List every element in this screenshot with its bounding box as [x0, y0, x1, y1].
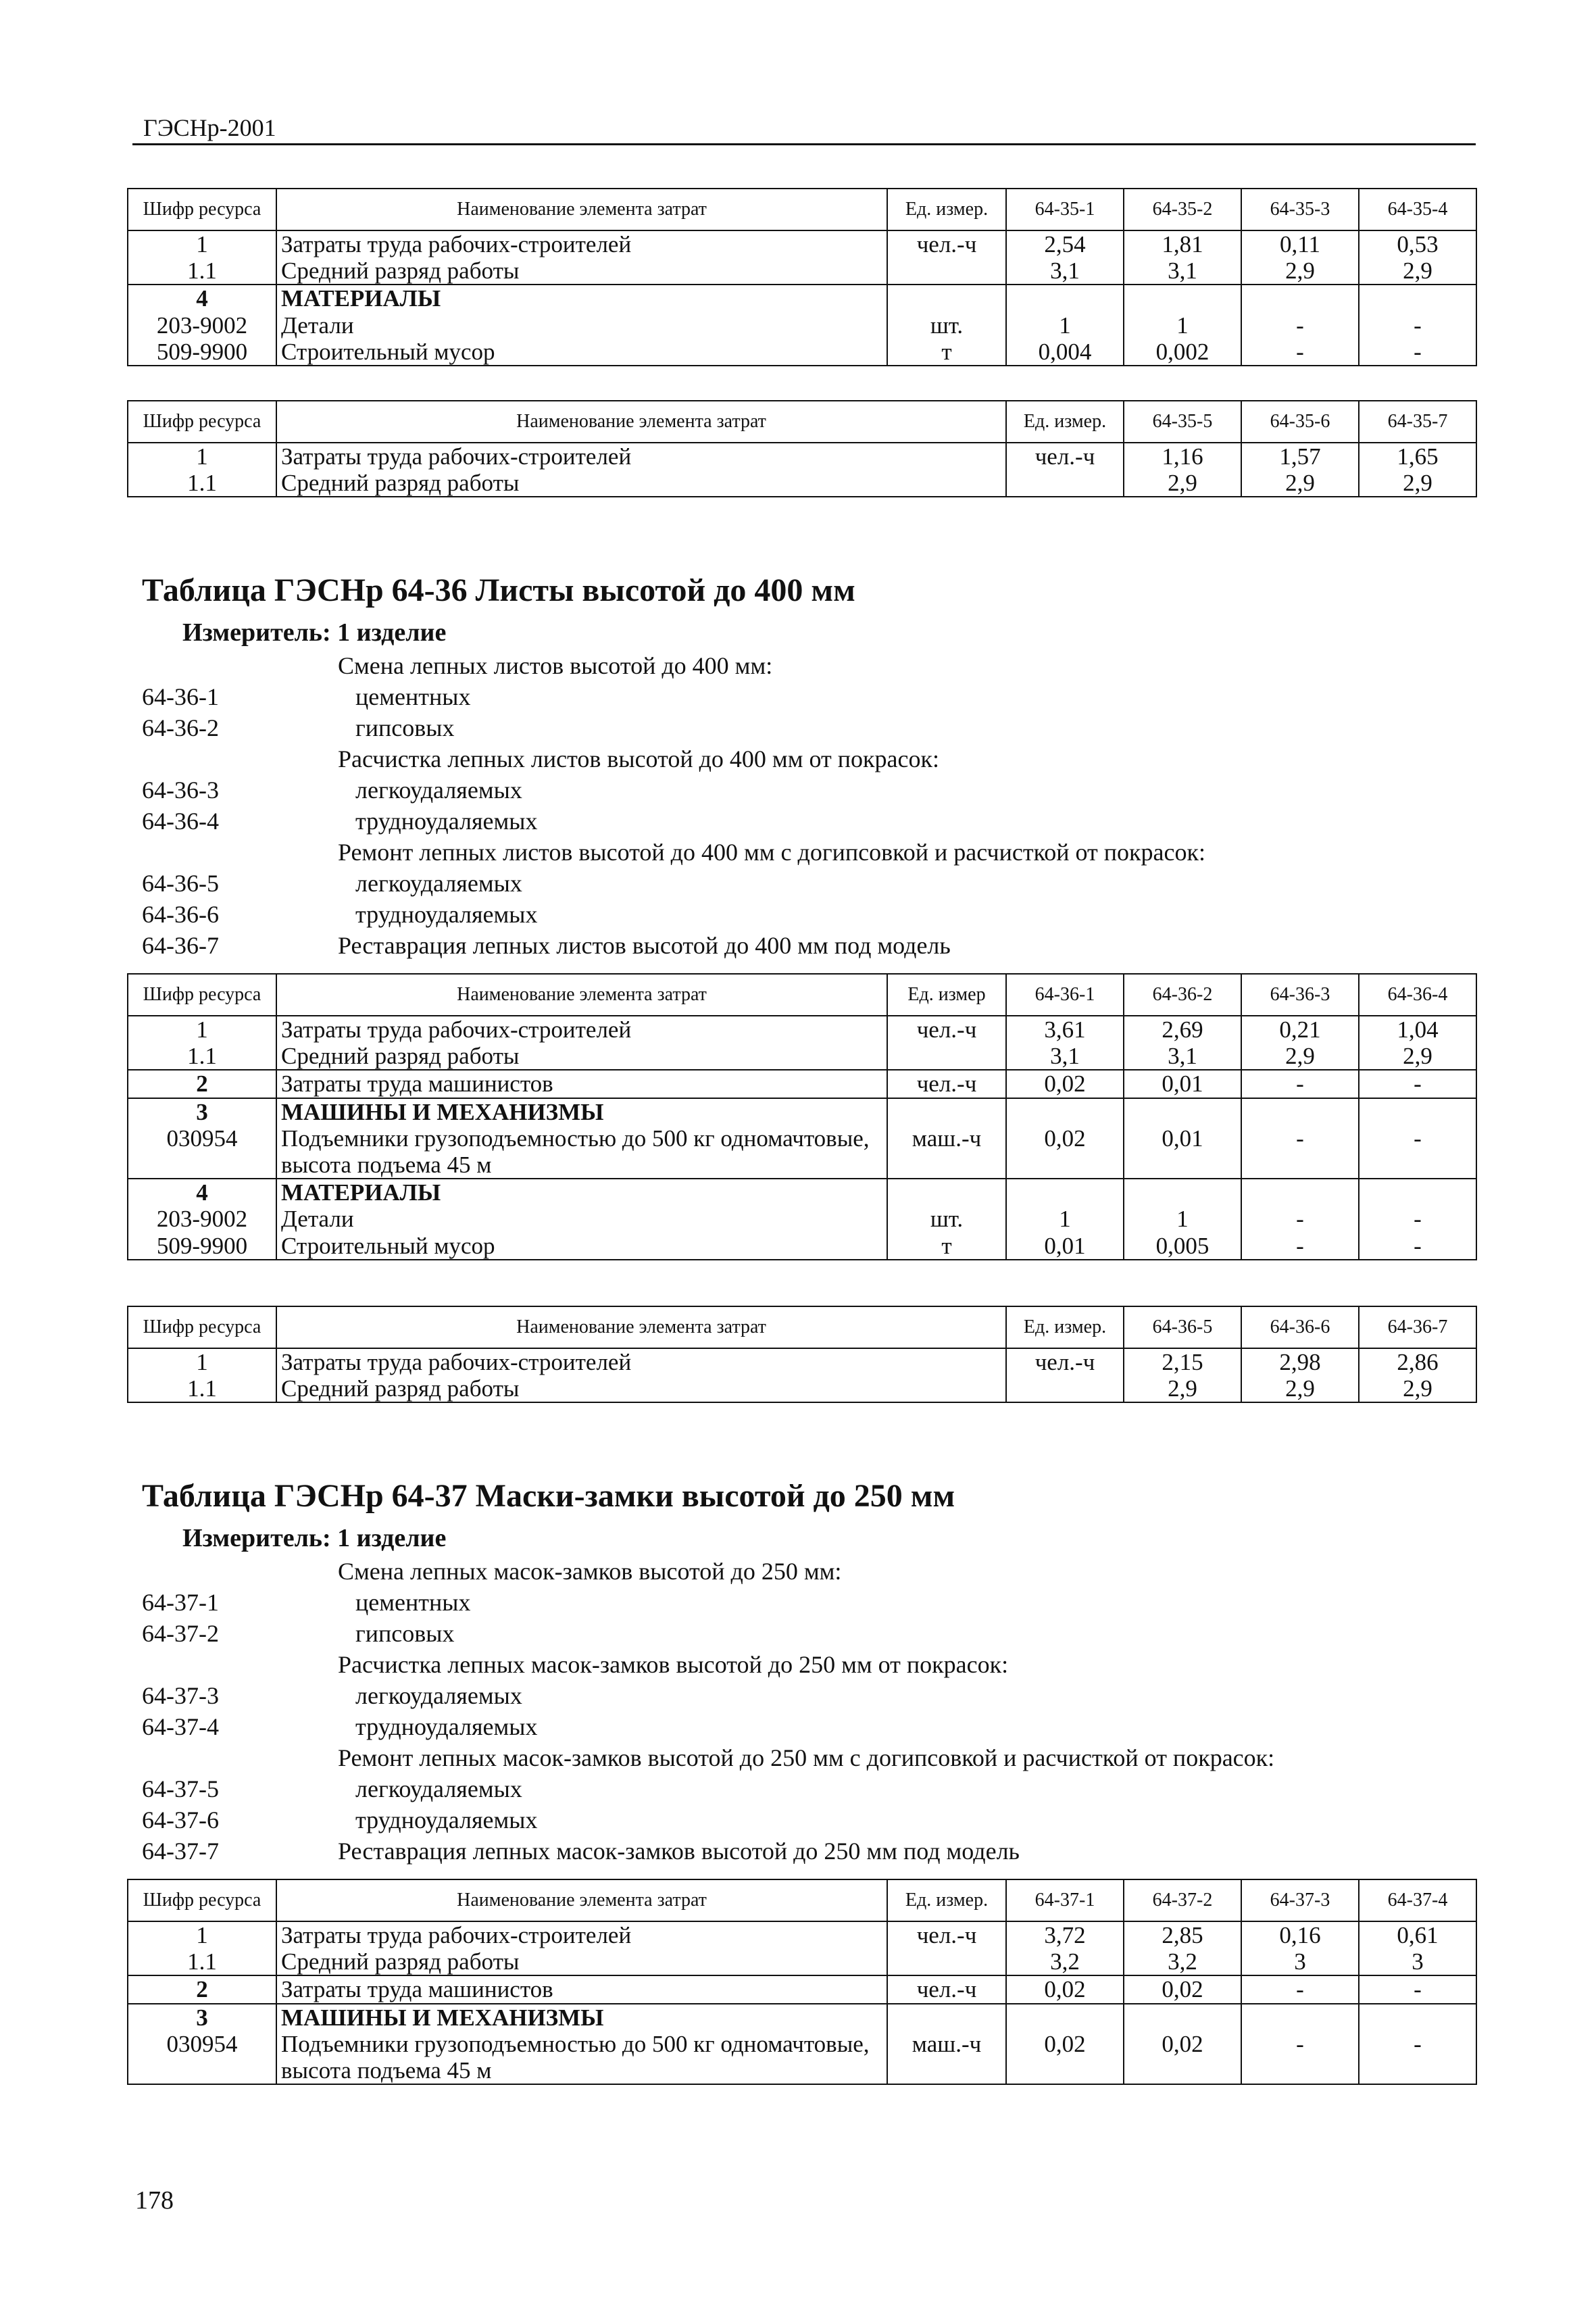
- spec-text: гипсовых: [355, 714, 455, 741]
- spec-code: 64-36-7: [142, 932, 219, 959]
- cell-value: 2,54: [1006, 230, 1124, 257]
- cell-value: 3,1: [1124, 1043, 1241, 1070]
- cell-value: 2,9: [1241, 257, 1359, 285]
- table-row: [128, 339, 1476, 366]
- cell-value: [1241, 285, 1359, 312]
- header-col: 64-35-5: [1124, 401, 1241, 443]
- spec-line: [142, 1556, 1426, 1587]
- cell-value: -: [1359, 339, 1476, 366]
- spec-list-64-36: [142, 650, 1426, 961]
- cell-value: 2,9: [1359, 257, 1476, 285]
- cell-unit: [887, 2004, 1006, 2031]
- cell-value: 3,2: [1124, 1948, 1241, 1975]
- cell-value: -: [1359, 1233, 1476, 1260]
- cell-value: 0,004: [1006, 339, 1124, 366]
- spec-text: Расчистка лепных масок-замков высотой до 250 мм от покрасок:: [338, 1651, 1009, 1678]
- cell-value: 3: [1241, 1948, 1359, 1975]
- table-64-37-a: [127, 1879, 1477, 2085]
- cell-value: 0,61: [1359, 1921, 1476, 1948]
- spec-text: трудноудаляемых: [355, 808, 538, 835]
- cell-value: 0,02: [1124, 2031, 1241, 2084]
- cell-value: 0,21: [1241, 1016, 1359, 1043]
- cell-value: -: [1241, 339, 1359, 366]
- spec-line: [142, 1680, 1426, 1711]
- cell-value: 0,01: [1124, 1125, 1241, 1179]
- spec-line: [142, 1742, 1426, 1773]
- cell-code: 509-9900: [128, 1233, 276, 1260]
- cell-unit: чел.-ч: [887, 1070, 1006, 1098]
- table-row: [128, 443, 1476, 470]
- cell-value: 0,02: [1006, 2031, 1124, 2084]
- cell-value: 3,2: [1006, 1948, 1124, 1975]
- spec-line: [142, 868, 1426, 899]
- table-row: [128, 470, 1476, 497]
- header-col: 64-37-2: [1124, 1879, 1241, 1921]
- cell-value: 2,69: [1124, 1016, 1241, 1043]
- cell-code: 2: [128, 1975, 276, 2003]
- spec-text: легкоудаляемых: [355, 1775, 522, 1802]
- cell-code: 1.1: [128, 1375, 276, 1402]
- spec-line: [142, 899, 1426, 930]
- header-unit: Ед. измер.: [887, 1879, 1006, 1921]
- cell-value: -: [1241, 1233, 1359, 1260]
- cell-unit: чел.-ч: [887, 1016, 1006, 1043]
- cell-value: [1241, 1098, 1359, 1125]
- header-code: Шифр ресурса: [128, 401, 276, 443]
- header-col: 64-35-6: [1241, 401, 1359, 443]
- spec-code: 64-37-1: [142, 1589, 219, 1616]
- cell-name: Средний разряд работы: [276, 1043, 887, 1070]
- cell-code: 4: [128, 1179, 276, 1206]
- cell-name: МАШИНЫ И МЕХАНИЗМЫ: [276, 2004, 887, 2031]
- cell-value: [1241, 2004, 1359, 2031]
- header-rule: [132, 143, 1476, 145]
- cell-name: Детали: [276, 312, 887, 339]
- table-row: [128, 1948, 1476, 1975]
- header-col: 64-35-7: [1359, 401, 1476, 443]
- cell-value: 3,1: [1006, 257, 1124, 285]
- spec-text: Реставрация лепных масок-замков высотой до 250 мм под модель: [338, 1838, 1020, 1865]
- cell-code: 509-9900: [128, 339, 276, 366]
- cell-value: -: [1241, 1206, 1359, 1232]
- header-col: 64-35-4: [1359, 189, 1476, 230]
- cell-value: 1,16: [1124, 443, 1241, 470]
- cell-value: 2,9: [1359, 1043, 1476, 1070]
- spec-line: [142, 1804, 1426, 1836]
- cell-value: [1006, 285, 1124, 312]
- spec-code: 64-37-4: [142, 1713, 219, 1740]
- cell-value: 3,61: [1006, 1016, 1124, 1043]
- cell-unit: маш.-ч: [887, 2031, 1006, 2084]
- header-col: 64-36-2: [1124, 974, 1241, 1016]
- cell-name: Подъемники грузоподъемностью до 500 кг одномачтовые, высота подъема 45 м: [276, 2031, 887, 2084]
- cell-value: -: [1241, 1125, 1359, 1179]
- cell-value: 0,01: [1124, 1070, 1241, 1098]
- cell-value: 0,02: [1006, 1125, 1124, 1179]
- cell-unit: чел.-ч: [887, 1921, 1006, 1948]
- spec-text: Ремонт лепных масок-замков высотой до 250 мм с догипсовкой и расчисткой от покрасок:: [338, 1744, 1275, 1771]
- cell-value: 2,9: [1241, 470, 1359, 497]
- spec-code: 64-36-3: [142, 777, 219, 804]
- cell-code: 1.1: [128, 257, 276, 285]
- cell-name: МАШИНЫ И МЕХАНИЗМЫ: [276, 1098, 887, 1125]
- header-col: 64-36-7: [1359, 1306, 1476, 1348]
- cell-code: 030954: [128, 2031, 276, 2084]
- page-number: 178: [135, 2186, 174, 2215]
- cell-value: 0,53: [1359, 230, 1476, 257]
- cell-value: 2,9: [1124, 470, 1241, 497]
- table-64-36-b: [127, 1306, 1477, 1403]
- section-title-64-36: Таблица ГЭСНр 64-36 Листы высотой до 400 мм: [142, 572, 855, 608]
- spec-code: 64-37-6: [142, 1806, 219, 1833]
- cell-value: 3,72: [1006, 1921, 1124, 1948]
- cell-unit: т: [887, 1233, 1006, 1260]
- document-code: ГЭСНр-2001: [143, 114, 276, 141]
- cell-name: Затраты труда рабочих-строителей: [276, 1016, 887, 1043]
- cell-value: 2,15: [1124, 1348, 1241, 1375]
- cell-value: 0,02: [1006, 1975, 1124, 2003]
- cell-unit: [887, 285, 1006, 312]
- cell-unit: [887, 1043, 1006, 1070]
- cell-unit: [1006, 1375, 1124, 1402]
- spec-code: 64-37-5: [142, 1775, 219, 1802]
- table-row: [128, 1016, 1476, 1043]
- cell-unit: [887, 257, 1006, 285]
- cell-code: 1: [128, 230, 276, 257]
- cell-value: 0,002: [1124, 339, 1241, 366]
- spec-text: легкоудаляемых: [355, 1682, 522, 1709]
- cell-value: [1359, 1098, 1476, 1125]
- cell-value: 0,11: [1241, 230, 1359, 257]
- cell-value: -: [1241, 312, 1359, 339]
- spec-line: [142, 650, 1426, 681]
- spec-line: [142, 743, 1426, 774]
- cell-name: Затраты труда рабочих-строителей: [276, 443, 1006, 470]
- cell-name: Затраты труда рабочих-строителей: [276, 230, 887, 257]
- cell-value: -: [1241, 1975, 1359, 2003]
- cell-unit: [887, 1948, 1006, 1975]
- cell-code: 1.1: [128, 1948, 276, 1975]
- cell-value: 1: [1006, 312, 1124, 339]
- cell-value: 2,9: [1359, 470, 1476, 497]
- cell-value: [1124, 285, 1241, 312]
- cell-value: [1124, 1179, 1241, 1206]
- table-row: [128, 230, 1476, 257]
- cell-value: 0,01: [1006, 1233, 1124, 1260]
- cell-code: 2: [128, 1070, 276, 1098]
- cell-value: 1: [1124, 1206, 1241, 1232]
- cell-value: [1006, 1098, 1124, 1125]
- header-unit: Ед. измер.: [1006, 1306, 1124, 1348]
- table-row: [128, 1125, 1476, 1179]
- cell-value: [1006, 1179, 1124, 1206]
- spec-text: легкоудаляемых: [355, 870, 522, 897]
- table-row: [128, 285, 1476, 312]
- header-col: 64-36-5: [1124, 1306, 1241, 1348]
- cell-code: 1.1: [128, 470, 276, 497]
- cell-value: 0,02: [1006, 1070, 1124, 1098]
- table-64-35-a: [127, 188, 1477, 366]
- header-code: Шифр ресурса: [128, 974, 276, 1016]
- cell-value: 2,9: [1124, 1375, 1241, 1402]
- cell-value: 3,1: [1124, 257, 1241, 285]
- cell-code: 1.1: [128, 1043, 276, 1070]
- table-row: [128, 312, 1476, 339]
- header-col: 64-36-6: [1241, 1306, 1359, 1348]
- cell-value: 0,02: [1124, 1975, 1241, 2003]
- cell-name: Подъемники грузоподъемностью до 500 кг одномачтовые, высота подъема 45 м: [276, 1125, 887, 1179]
- header-name: Наименование элемента затрат: [276, 1306, 1006, 1348]
- cell-name: Средний разряд работы: [276, 1375, 1006, 1402]
- header-col: 64-36-4: [1359, 974, 1476, 1016]
- spec-code: 64-36-5: [142, 870, 219, 897]
- spec-line: [142, 681, 1426, 712]
- header-name: Наименование элемента затрат: [276, 1879, 887, 1921]
- table-row: [128, 1098, 1476, 1125]
- cell-unit: шт.: [887, 312, 1006, 339]
- table-64-35-b: [127, 400, 1477, 497]
- spec-line: [142, 774, 1426, 806]
- cell-unit: маш.-ч: [887, 1125, 1006, 1179]
- cell-value: -: [1359, 1070, 1476, 1098]
- spec-line: [142, 1711, 1426, 1742]
- cell-code: 1: [128, 1348, 276, 1375]
- table-64-36-a: [127, 973, 1477, 1260]
- meter-64-36: Измеритель: 1 изделие: [182, 618, 447, 647]
- header-name: Наименование элемента затрат: [276, 974, 887, 1016]
- cell-name: Средний разряд работы: [276, 470, 1006, 497]
- table-row: [128, 1043, 1476, 1070]
- cell-value: [1241, 1179, 1359, 1206]
- header-col: 64-37-1: [1006, 1879, 1124, 1921]
- cell-code: 3: [128, 2004, 276, 2031]
- cell-value: 2,85: [1124, 1921, 1241, 1948]
- spec-text: Смена лепных листов высотой до 400 мм:: [338, 652, 773, 679]
- spec-code: 64-36-6: [142, 901, 219, 928]
- meter-64-37: Измеритель: 1 изделие: [182, 1524, 447, 1552]
- cell-value: -: [1359, 1125, 1476, 1179]
- spec-text: трудноудаляемых: [355, 1806, 538, 1833]
- spec-text: Ремонт лепных листов высотой до 400 мм с догипсовкой и расчисткой от покрасок:: [338, 839, 1205, 866]
- header-col: 64-36-1: [1006, 974, 1124, 1016]
- spec-code: 64-36-4: [142, 808, 219, 835]
- cell-value: 1: [1124, 312, 1241, 339]
- header-unit: Ед. измер.: [887, 189, 1006, 230]
- cell-code: 203-9002: [128, 312, 276, 339]
- cell-unit: [887, 1098, 1006, 1125]
- spec-list-64-37: [142, 1556, 1426, 1867]
- table-row: [128, 1206, 1476, 1232]
- cell-unit: чел.-ч: [887, 230, 1006, 257]
- header-col: 64-35-2: [1124, 189, 1241, 230]
- cell-value: -: [1359, 2031, 1476, 2084]
- cell-value: -: [1359, 1206, 1476, 1232]
- cell-value: 1,04: [1359, 1016, 1476, 1043]
- cell-name: Затраты труда машинистов: [276, 1975, 887, 2003]
- spec-code: 64-37-2: [142, 1620, 219, 1647]
- cell-value: 2,9: [1241, 1043, 1359, 1070]
- cell-value: [1006, 2004, 1124, 2031]
- cell-unit: [1006, 470, 1124, 497]
- cell-value: -: [1241, 2031, 1359, 2084]
- table-row: [128, 1975, 1476, 2003]
- cell-value: 1,65: [1359, 443, 1476, 470]
- cell-name: Затраты труда машинистов: [276, 1070, 887, 1098]
- cell-value: 3: [1359, 1948, 1476, 1975]
- cell-value: [1124, 2004, 1241, 2031]
- cell-value: 0,16: [1241, 1921, 1359, 1948]
- spec-code: 64-36-1: [142, 683, 219, 710]
- header-code: Шифр ресурса: [128, 1879, 276, 1921]
- cell-code: 4: [128, 285, 276, 312]
- spec-text: легкоудаляемых: [355, 777, 522, 804]
- cell-value: 1,81: [1124, 230, 1241, 257]
- cell-unit: т: [887, 339, 1006, 366]
- spec-text: Смена лепных масок-замков высотой до 250 мм:: [338, 1558, 842, 1585]
- cell-code: 1: [128, 443, 276, 470]
- cell-code: 030954: [128, 1125, 276, 1179]
- table-row: [128, 1375, 1476, 1402]
- cell-code: 1: [128, 1016, 276, 1043]
- header-name: Наименование элемента затрат: [276, 189, 887, 230]
- cell-value: -: [1359, 1975, 1476, 2003]
- header-col: 64-35-1: [1006, 189, 1124, 230]
- table-row: [128, 1921, 1476, 1948]
- cell-name: Средний разряд работы: [276, 257, 887, 285]
- cell-code: 3: [128, 1098, 276, 1125]
- header-name: Наименование элемента затрат: [276, 401, 1006, 443]
- header-unit: Ед. измер.: [1006, 401, 1124, 443]
- header-code: Шифр ресурса: [128, 189, 276, 230]
- spec-text: Реставрация лепных листов высотой до 400 мм под модель: [338, 932, 951, 959]
- cell-value: -: [1359, 312, 1476, 339]
- spec-text: Расчистка лепных листов высотой до 400 мм от покрасок:: [338, 745, 939, 772]
- table-row: [128, 1233, 1476, 1260]
- cell-value: [1124, 1098, 1241, 1125]
- spec-line: [142, 837, 1426, 868]
- table-row: [128, 1070, 1476, 1098]
- table-row: [128, 1179, 1476, 1206]
- spec-line: [142, 930, 1426, 961]
- cell-value: 2,9: [1359, 1375, 1476, 1402]
- cell-code: 203-9002: [128, 1206, 276, 1232]
- cell-unit: [887, 1179, 1006, 1206]
- cell-value: 1,57: [1241, 443, 1359, 470]
- cell-name: МАТЕРИАЛЫ: [276, 285, 887, 312]
- cell-name: Строительный мусор: [276, 339, 887, 366]
- cell-value: [1359, 285, 1476, 312]
- spec-code: 64-37-7: [142, 1838, 219, 1865]
- cell-value: 0,005: [1124, 1233, 1241, 1260]
- spec-line: [142, 1773, 1426, 1804]
- cell-name: МАТЕРИАЛЫ: [276, 1179, 887, 1206]
- cell-name: Строительный мусор: [276, 1233, 887, 1260]
- spec-text: трудноудаляемых: [355, 901, 538, 928]
- section-title-64-37: Таблица ГЭСНр 64-37 Маски-замки высотой до 250 мм: [142, 1478, 955, 1514]
- header-code: Шифр ресурса: [128, 1306, 276, 1348]
- cell-value: 2,98: [1241, 1348, 1359, 1375]
- cell-value: 2,86: [1359, 1348, 1476, 1375]
- cell-name: Детали: [276, 1206, 887, 1232]
- header-col: 64-35-3: [1241, 189, 1359, 230]
- spec-text: цементных: [355, 1589, 471, 1616]
- cell-unit: чел.-ч: [1006, 443, 1124, 470]
- header-col: 64-37-4: [1359, 1879, 1476, 1921]
- spec-text: цементных: [355, 683, 471, 710]
- cell-value: 3,1: [1006, 1043, 1124, 1070]
- cell-value: 1: [1006, 1206, 1124, 1232]
- cell-value: [1359, 1179, 1476, 1206]
- cell-name: Средний разряд работы: [276, 1948, 887, 1975]
- cell-value: -: [1241, 1070, 1359, 1098]
- header-col: 64-37-3: [1241, 1879, 1359, 1921]
- spec-code: 64-36-2: [142, 714, 219, 741]
- spec-line: [142, 1587, 1426, 1618]
- cell-value: [1359, 2004, 1476, 2031]
- spec-line: [142, 1649, 1426, 1680]
- cell-name: Затраты труда рабочих-строителей: [276, 1921, 887, 1948]
- table-row: [128, 2004, 1476, 2031]
- spec-text: трудноудаляемых: [355, 1713, 538, 1740]
- table-row: [128, 1348, 1476, 1375]
- cell-code: 1: [128, 1921, 276, 1948]
- table-row: [128, 2031, 1476, 2084]
- spec-line: [142, 1836, 1426, 1867]
- table-row: [128, 257, 1476, 285]
- spec-line: [142, 806, 1426, 837]
- cell-unit: чел.-ч: [1006, 1348, 1124, 1375]
- spec-line: [142, 712, 1426, 743]
- spec-line: [142, 1618, 1426, 1649]
- spec-code: 64-37-3: [142, 1682, 219, 1709]
- header-unit: Ед. измер: [887, 974, 1006, 1016]
- header-col: 64-36-3: [1241, 974, 1359, 1016]
- cell-unit: чел.-ч: [887, 1975, 1006, 2003]
- spec-text: гипсовых: [355, 1620, 455, 1647]
- cell-value: 2,9: [1241, 1375, 1359, 1402]
- cell-name: Затраты труда рабочих-строителей: [276, 1348, 1006, 1375]
- cell-unit: шт.: [887, 1206, 1006, 1232]
